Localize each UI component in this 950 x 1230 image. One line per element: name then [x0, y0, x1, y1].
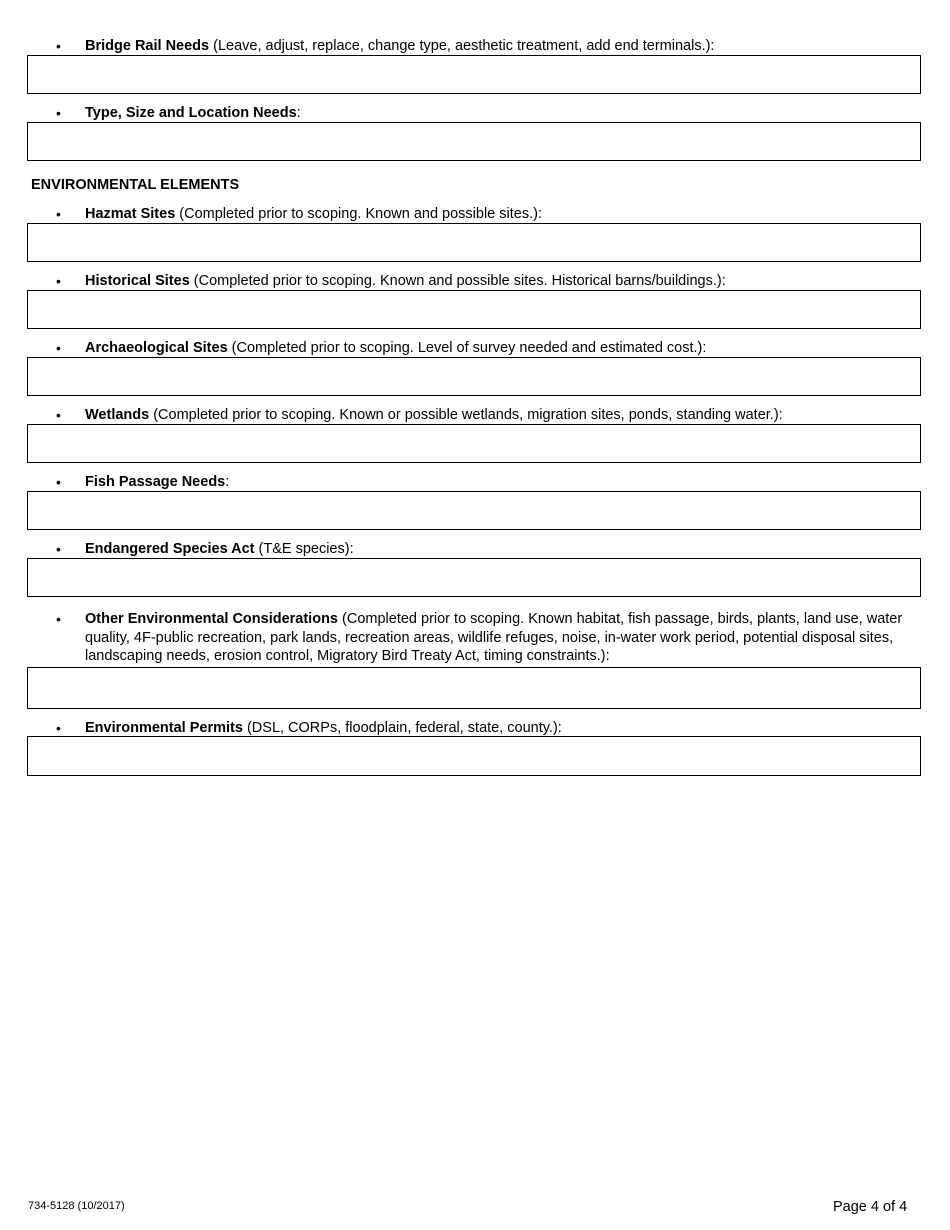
archaeological-sites-label: Archaeological Sites (Completed prior to scoping. Level of survey needed and estimated cost.): [85, 340, 707, 356]
bullet: • [56, 206, 61, 222]
type-size-location-needs-input[interactable] [27, 122, 921, 161]
environmental-permits-input[interactable] [27, 736, 921, 776]
page-number: Page 4 of 4 [833, 1199, 908, 1215]
other-environmental-considerations-label: Other Environmental Considerations (Completed prior to scoping. Known habitat, fish passage, birds, plants, land use, water quality, 4F-public recreation, park lands, recreation areas, wildlife refuges, noise, in-water work period, potential disposal sites, landscaping needs, erosion control, Migratory Bird Treaty Act, timing constraints.): [85, 611, 903, 664]
bullet: • [56, 340, 61, 356]
type-size-location-needs-label: Type, Size and Location Needs: [85, 105, 301, 121]
other-environmental-considerations-input[interactable] [27, 667, 921, 709]
archaeological-sites-input[interactable] [27, 357, 921, 396]
wetlands-input[interactable] [27, 424, 921, 463]
fish-passage-needs-input[interactable] [27, 491, 921, 530]
historical-sites-label: Historical Sites (Completed prior to scoping. Known and possible sites. Historical barns/buildings.): [85, 273, 726, 289]
bullet: • [56, 105, 61, 121]
bridge-rail-needs-label: Bridge Rail Needs (Leave, adjust, replace, change type, aesthetic treatment, add end terminals.): [85, 38, 715, 54]
bullet: • [56, 720, 61, 736]
hazmat-sites-label: Hazmat Sites (Completed prior to scoping. Known and possible sites.): [85, 206, 542, 222]
bullet: • [56, 541, 61, 557]
form-number: 734-5128 (10/2017) [28, 1200, 125, 1212]
historical-sites-input[interactable] [27, 290, 921, 329]
wetlands-label: Wetlands (Completed prior to scoping. Known or possible wetlands, migration sites, ponds, standing water.): [85, 407, 783, 423]
section-heading-environmental: ENVIRONMENTAL ELEMENTS [31, 177, 240, 193]
fish-passage-needs-label: Fish Passage Needs: [85, 474, 230, 490]
endangered-species-act-label: Endangered Species Act (T&E species): [85, 541, 354, 557]
bridge-rail-needs-input[interactable] [27, 55, 921, 94]
bullet: • [56, 474, 61, 490]
endangered-species-act-input[interactable] [27, 558, 921, 597]
bullet: • [56, 273, 61, 289]
bullet: • [56, 407, 61, 423]
environmental-permits-label: Environmental Permits (DSL, CORPs, floodplain, federal, state, county.): [85, 720, 562, 736]
hazmat-sites-input[interactable] [27, 223, 921, 262]
bullet: • [56, 38, 61, 54]
bullet: • [56, 611, 61, 627]
